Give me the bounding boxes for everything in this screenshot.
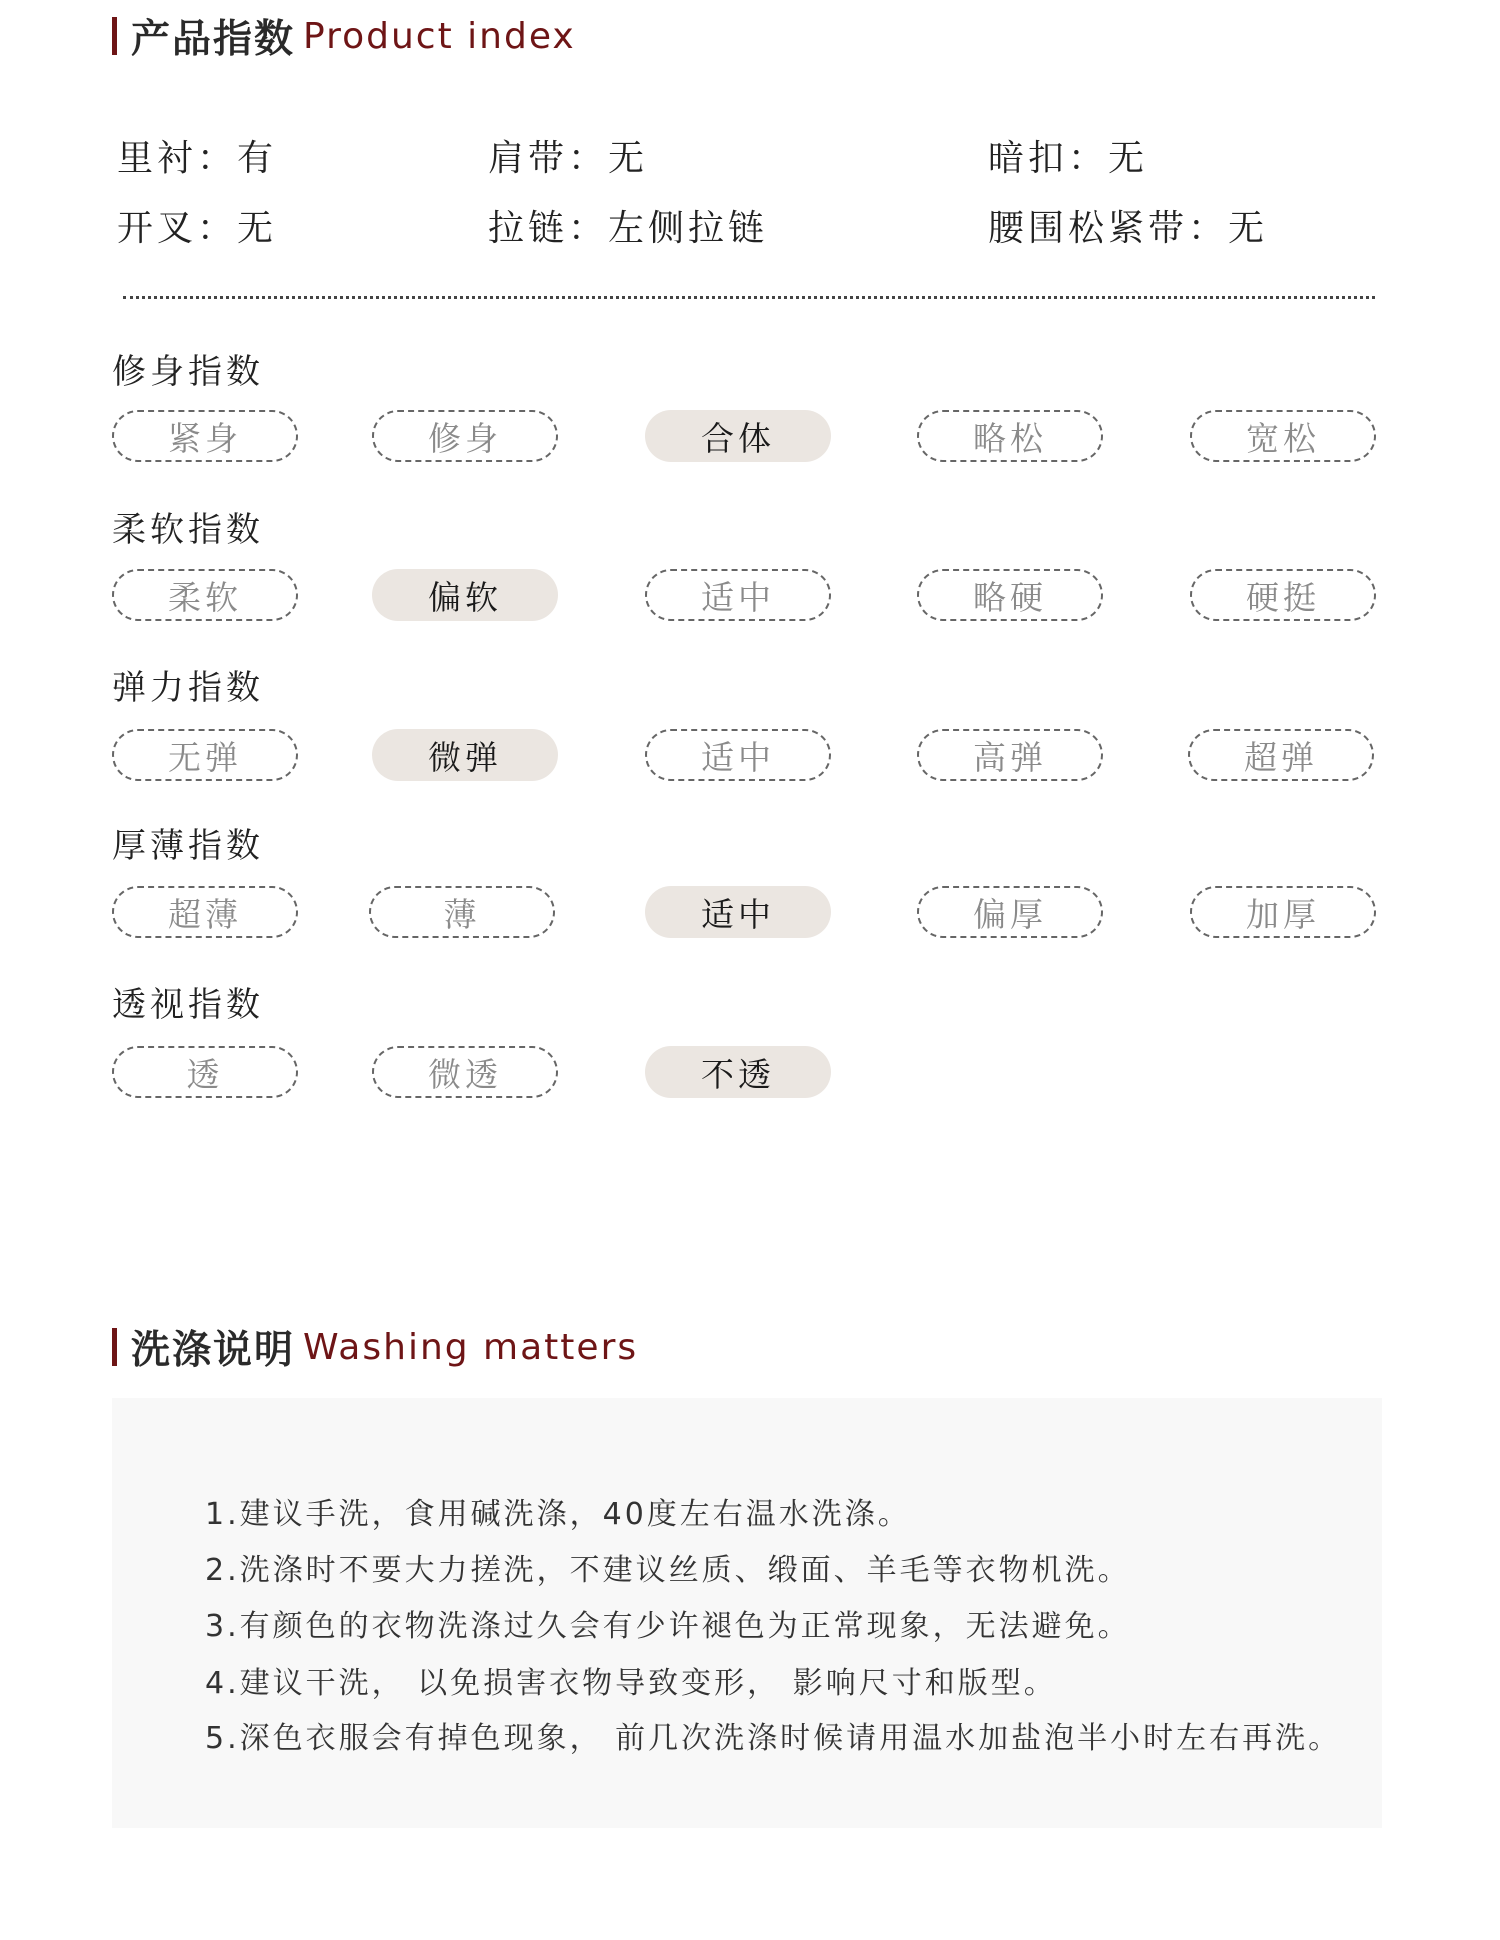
product-index-heading: [112, 15, 576, 62]
thickness-option-thick: 加厚: [1190, 886, 1376, 938]
attr-slit: 开叉：无: [117, 208, 278, 249]
transparency-option-opaque: 不透: [645, 1046, 831, 1098]
softness-option-slightly-soft: 偏软: [372, 569, 558, 621]
elasticity-option-none: 无弹: [112, 729, 298, 781]
transparency-option-sheer: 透: [112, 1046, 298, 1098]
fit-index-label: 修身指数: [112, 352, 264, 392]
attr-lining: 里衬：有: [117, 138, 278, 179]
fit-option-regular: 合体: [645, 410, 831, 462]
attr-elastic-waist: 腰围松紧带：无: [988, 208, 1269, 249]
heading-cn: 产品指数: [131, 17, 296, 62]
thickness-option-medium: 适中: [645, 886, 831, 938]
heading-en: Washing matters: [303, 1326, 639, 1368]
washing-line-4: 4.建议干洗， 以免损害衣物导致变形， 影响尺寸和版型。: [205, 1666, 1057, 1701]
elasticity-option-medium: 适中: [645, 729, 831, 781]
softness-option-soft: 柔软: [112, 569, 298, 621]
washing-line-3: 3.有颜色的衣物洗涤过久会有少许褪色为正常现象，无法避免。: [205, 1609, 1131, 1644]
washing-line-5: 5.深色衣服会有掉色现象， 前几次洗涤时候请用温水加盐泡半小时左右再洗。: [205, 1721, 1342, 1756]
thickness-index-label: 厚薄指数: [112, 826, 264, 866]
heading-accent-bar: [112, 1328, 117, 1366]
heading-accent-bar: [112, 17, 117, 55]
transparency-index-label: 透视指数: [112, 985, 264, 1025]
attr-hidden-button: 暗扣：无: [988, 138, 1149, 179]
washing-heading: [112, 1326, 639, 1373]
softness-option-slightly-hard: 略硬: [917, 569, 1103, 621]
elasticity-option-super: 超弹: [1188, 729, 1374, 781]
softness-option-medium: 适中: [645, 569, 831, 621]
softness-index-label: 柔软指数: [112, 510, 264, 550]
elasticity-index-label: 弹力指数: [112, 668, 264, 708]
transparency-option-semi-sheer: 微透: [372, 1046, 558, 1098]
fit-option-loose: 宽松: [1190, 410, 1376, 462]
thickness-option-slightly-thick: 偏厚: [917, 886, 1103, 938]
fit-option-tight: 紧身: [112, 410, 298, 462]
heading-en: Product index: [303, 15, 576, 57]
attr-shoulder-strap: 肩带：无: [488, 138, 649, 179]
elasticity-option-high: 高弹: [917, 729, 1103, 781]
thickness-option-thin: 薄: [369, 886, 555, 938]
elasticity-option-slight: 微弹: [372, 729, 558, 781]
washing-line-2: 2.洗涤时不要大力搓洗，不建议丝质、缎面、羊毛等衣物机洗。: [205, 1553, 1131, 1588]
heading-cn: 洗涤说明: [131, 1328, 296, 1373]
attr-zipper: 拉链：左侧拉链: [488, 208, 769, 249]
fit-option-relaxed: 略松: [917, 410, 1103, 462]
thickness-option-ultra-thin: 超薄: [112, 886, 298, 938]
dotted-divider: [123, 296, 1375, 299]
washing-line-1: 1.建议手洗，食用碱洗涤，40度左右温水洗涤。: [205, 1497, 911, 1532]
fit-option-slim: 修身: [372, 410, 558, 462]
softness-option-stiff: 硬挺: [1190, 569, 1376, 621]
